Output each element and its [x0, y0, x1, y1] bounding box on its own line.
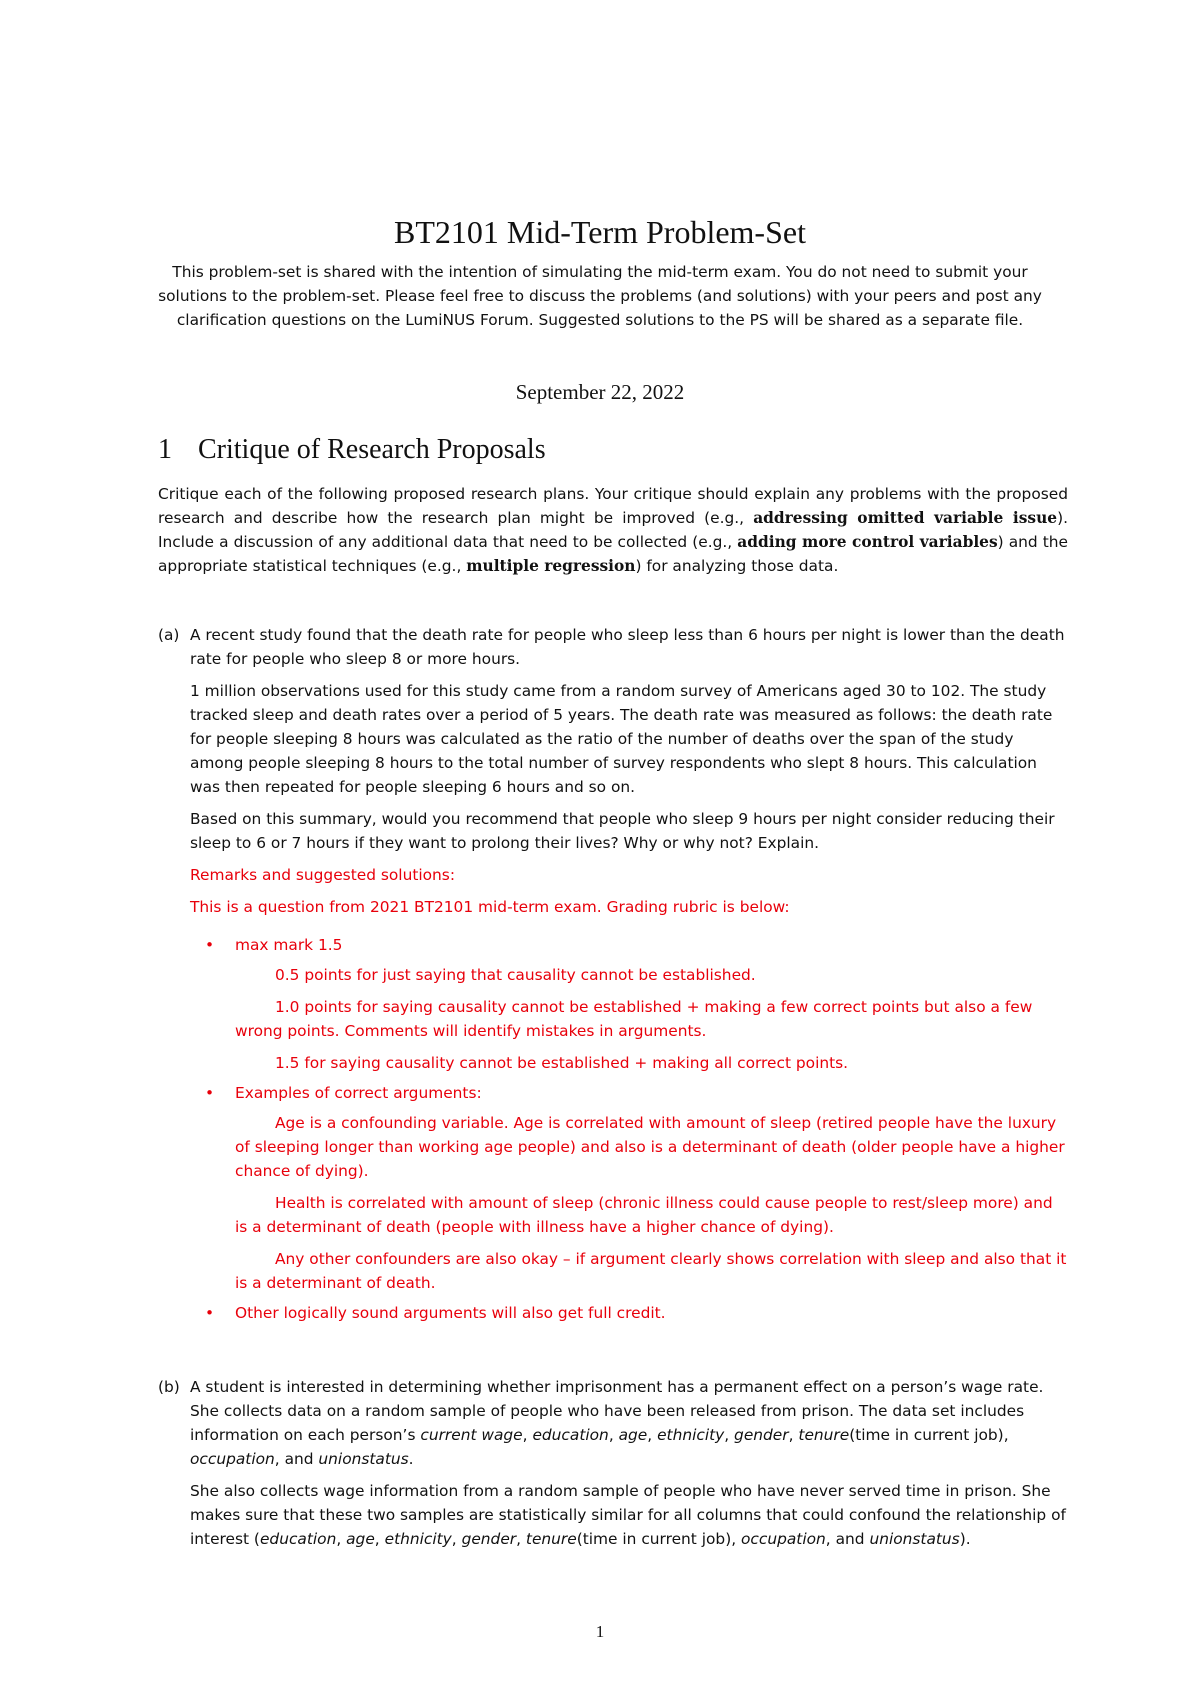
var-occupation-2: occupation [741, 1530, 826, 1548]
item-b-label: (b) [158, 1378, 180, 1396]
var-gender: gender [734, 1426, 789, 1444]
intro-text-1: Critique each of the following proposed research plans. Your critique should explain any problems with the proposed research and describe how the research plan might be improved (e.g., [158, 485, 1068, 527]
rubric-bullet-2-text: Examples of correct arguments: [235, 1084, 482, 1102]
remarks-heading: Remarks and suggested solutions: [190, 866, 456, 884]
item-a-para-1: A recent study found that the death rate for people who sleep less than 6 hours per night is lower than the death rate for people who sleep 8 or more hours. [190, 626, 1065, 668]
rubric-bullet-1-text: max mark 1.5 [235, 936, 343, 954]
rubric-bullet-2-line-1: Age is a confounding variable. Age is correlated with amount of sleep (retired people have the luxury of sleeping longer than working age people) and also is a determinant of death (older people have a higher chance of dying). [235, 1114, 1065, 1180]
rubric-list [190, 933, 1068, 1325]
rubric-bullet-2-line-3: Any other confounders are also okay – if argument clearly shows correlation with sleep and also that it is a determinant of death. [235, 1250, 1067, 1292]
bullet-icon: • [205, 1304, 215, 1322]
section-intro [158, 482, 1068, 578]
item-a-label: (a) [158, 626, 180, 644]
document-title: BT2101 Mid-Term Problem-Set [394, 214, 806, 250]
intro-bold-2: adding more control variables [737, 533, 998, 551]
item-a-body [190, 623, 1068, 1325]
var-tenure-2: tenure [525, 1530, 577, 1548]
bullet-icon: • [205, 1084, 215, 1102]
remarks-intro: This is a question from 2021 BT2101 mid-term exam. Grading rubric is below: [190, 898, 790, 916]
var-current-wage: current wage [420, 1426, 523, 1444]
var-education-2: education [259, 1530, 337, 1548]
item-b-para-2: She also collects wage information from a random sample of people who have never served time in prison. She makes sure that these two samples are statistically similar for all columns that could confound the relationship of interest (education, age, ethnicity, gender, tenure(time in current job), occupation, and unionstatus). [190, 1482, 1066, 1548]
item-b-para-2-text: She also collects wage information from a random sample of people who have never served time in prison. She makes sure that these two samples are statistically similar for all columns that could confound the relationship of interest ( [190, 1482, 1066, 1548]
intro-text-4: ) for analyzing those data. [635, 557, 839, 575]
item-a-para-3: Based on this summary, would you recommend that people who sleep 9 hours per night consider reducing their sleep to 6 or 7 hours if they want to prolong their lives? Why or why not? Explain. [190, 810, 1055, 852]
var-gender-2: gender [461, 1530, 517, 1548]
rubric-bullet-2-line-2: Health is correlated with amount of sleep (chronic illness could cause people to rest/sleep more) and is a determinant of death (people with illness have a higher chance of dying). [235, 1194, 1053, 1236]
var-ethnicity-2: ethnicity [384, 1530, 452, 1548]
var-unionstatus: unionstatus [318, 1450, 409, 1468]
section-number: 1 [158, 434, 172, 465]
tenure-note-2: (time in current job) [576, 1530, 732, 1548]
item-a-para-2: 1 million observations used for this study came from a random survey of Americans aged 30 to 102. The study tracked sleep and death rates over a period of 5 years. The death rate was measured as follows: the death rate for people sleeping 8 hours was calculated as the ratio of the number of deaths over the span of the study among people sleeping 8 hours to the total number of survey respondents who slept 8 hours. This calculation was then repeated for people sleeping 6 hours and so on. [190, 682, 1053, 796]
item-b-body [190, 1375, 1068, 1559]
rubric-bullet-1-line-2: 1.0 points for saying causality cannot be established + making a few correct points but also a few wrong points. Comments will identify mistakes in arguments. [235, 998, 1033, 1040]
var-ethnicity: ethnicity [657, 1426, 725, 1444]
page-number: 1 [595, 1622, 605, 1641]
intro-bold-1: addressing omitted variable issue [753, 509, 1058, 527]
bullet-icon: • [205, 936, 215, 954]
item-b-para-1-text: A student is interested in determining whether imprisonment has a permanent effect on a person’s wage rate. She collects data on a random sample of people who have been released from prison. The data set includes information on each person’s [190, 1378, 1044, 1444]
var-age: age [618, 1426, 648, 1444]
rubric-bullet-3-text: Other logically sound arguments will also get full credit. [235, 1304, 666, 1322]
rubric-bullet-1-line-3: 1.5 for saying causality cannot be established + making all correct points. [275, 1054, 849, 1072]
abstract: This problem-set is shared with the intention of simulating the mid-term exam. You do not need to submit your solutions to the problem-set. Please feel free to discuss the problems (and solutions) with your peers and post any clarification questions on the LumiNUS Forum. Suggested solutions to the PS will be shared as a separate file. [158, 263, 1042, 329]
var-unionstatus-2: unionstatus [869, 1530, 960, 1548]
intro-text-2: ). Include a discussion of any additional data that need to be collected (e.g., [158, 509, 1068, 551]
intro-bold-3: multiple regression [466, 557, 636, 575]
section-title: Critique of Research Proposals [198, 434, 546, 465]
var-tenure: tenure [798, 1426, 850, 1444]
rubric-bullet-1-line-1: 0.5 points for just saying that causality cannot be established. [275, 966, 756, 984]
var-occupation: occupation [190, 1450, 275, 1468]
rubric-bullet-2 [190, 1081, 1068, 1295]
rubric-bullet-3 [190, 1301, 1068, 1325]
item-b-para-1: A student is interested in determining whether imprisonment has a permanent effect on a person’s wage rate. She collects data on a random sample of people who have been released from prison. The data set includes information on each person’s current wage, education, age, ethnicity, gender, tenure(time in current job), occupation, and unionstatus. [190, 1378, 1044, 1468]
rubric-bullet-1 [190, 933, 1068, 1075]
tenure-note: (time in current job) [849, 1426, 1004, 1444]
section-heading [158, 432, 546, 468]
intro-text-3: ) and the appropriate statistical techniques (e.g., [158, 533, 1068, 575]
var-education: education [532, 1426, 609, 1444]
var-age-2: age [346, 1530, 375, 1548]
document-date: September 22, 2022 [515, 380, 685, 404]
